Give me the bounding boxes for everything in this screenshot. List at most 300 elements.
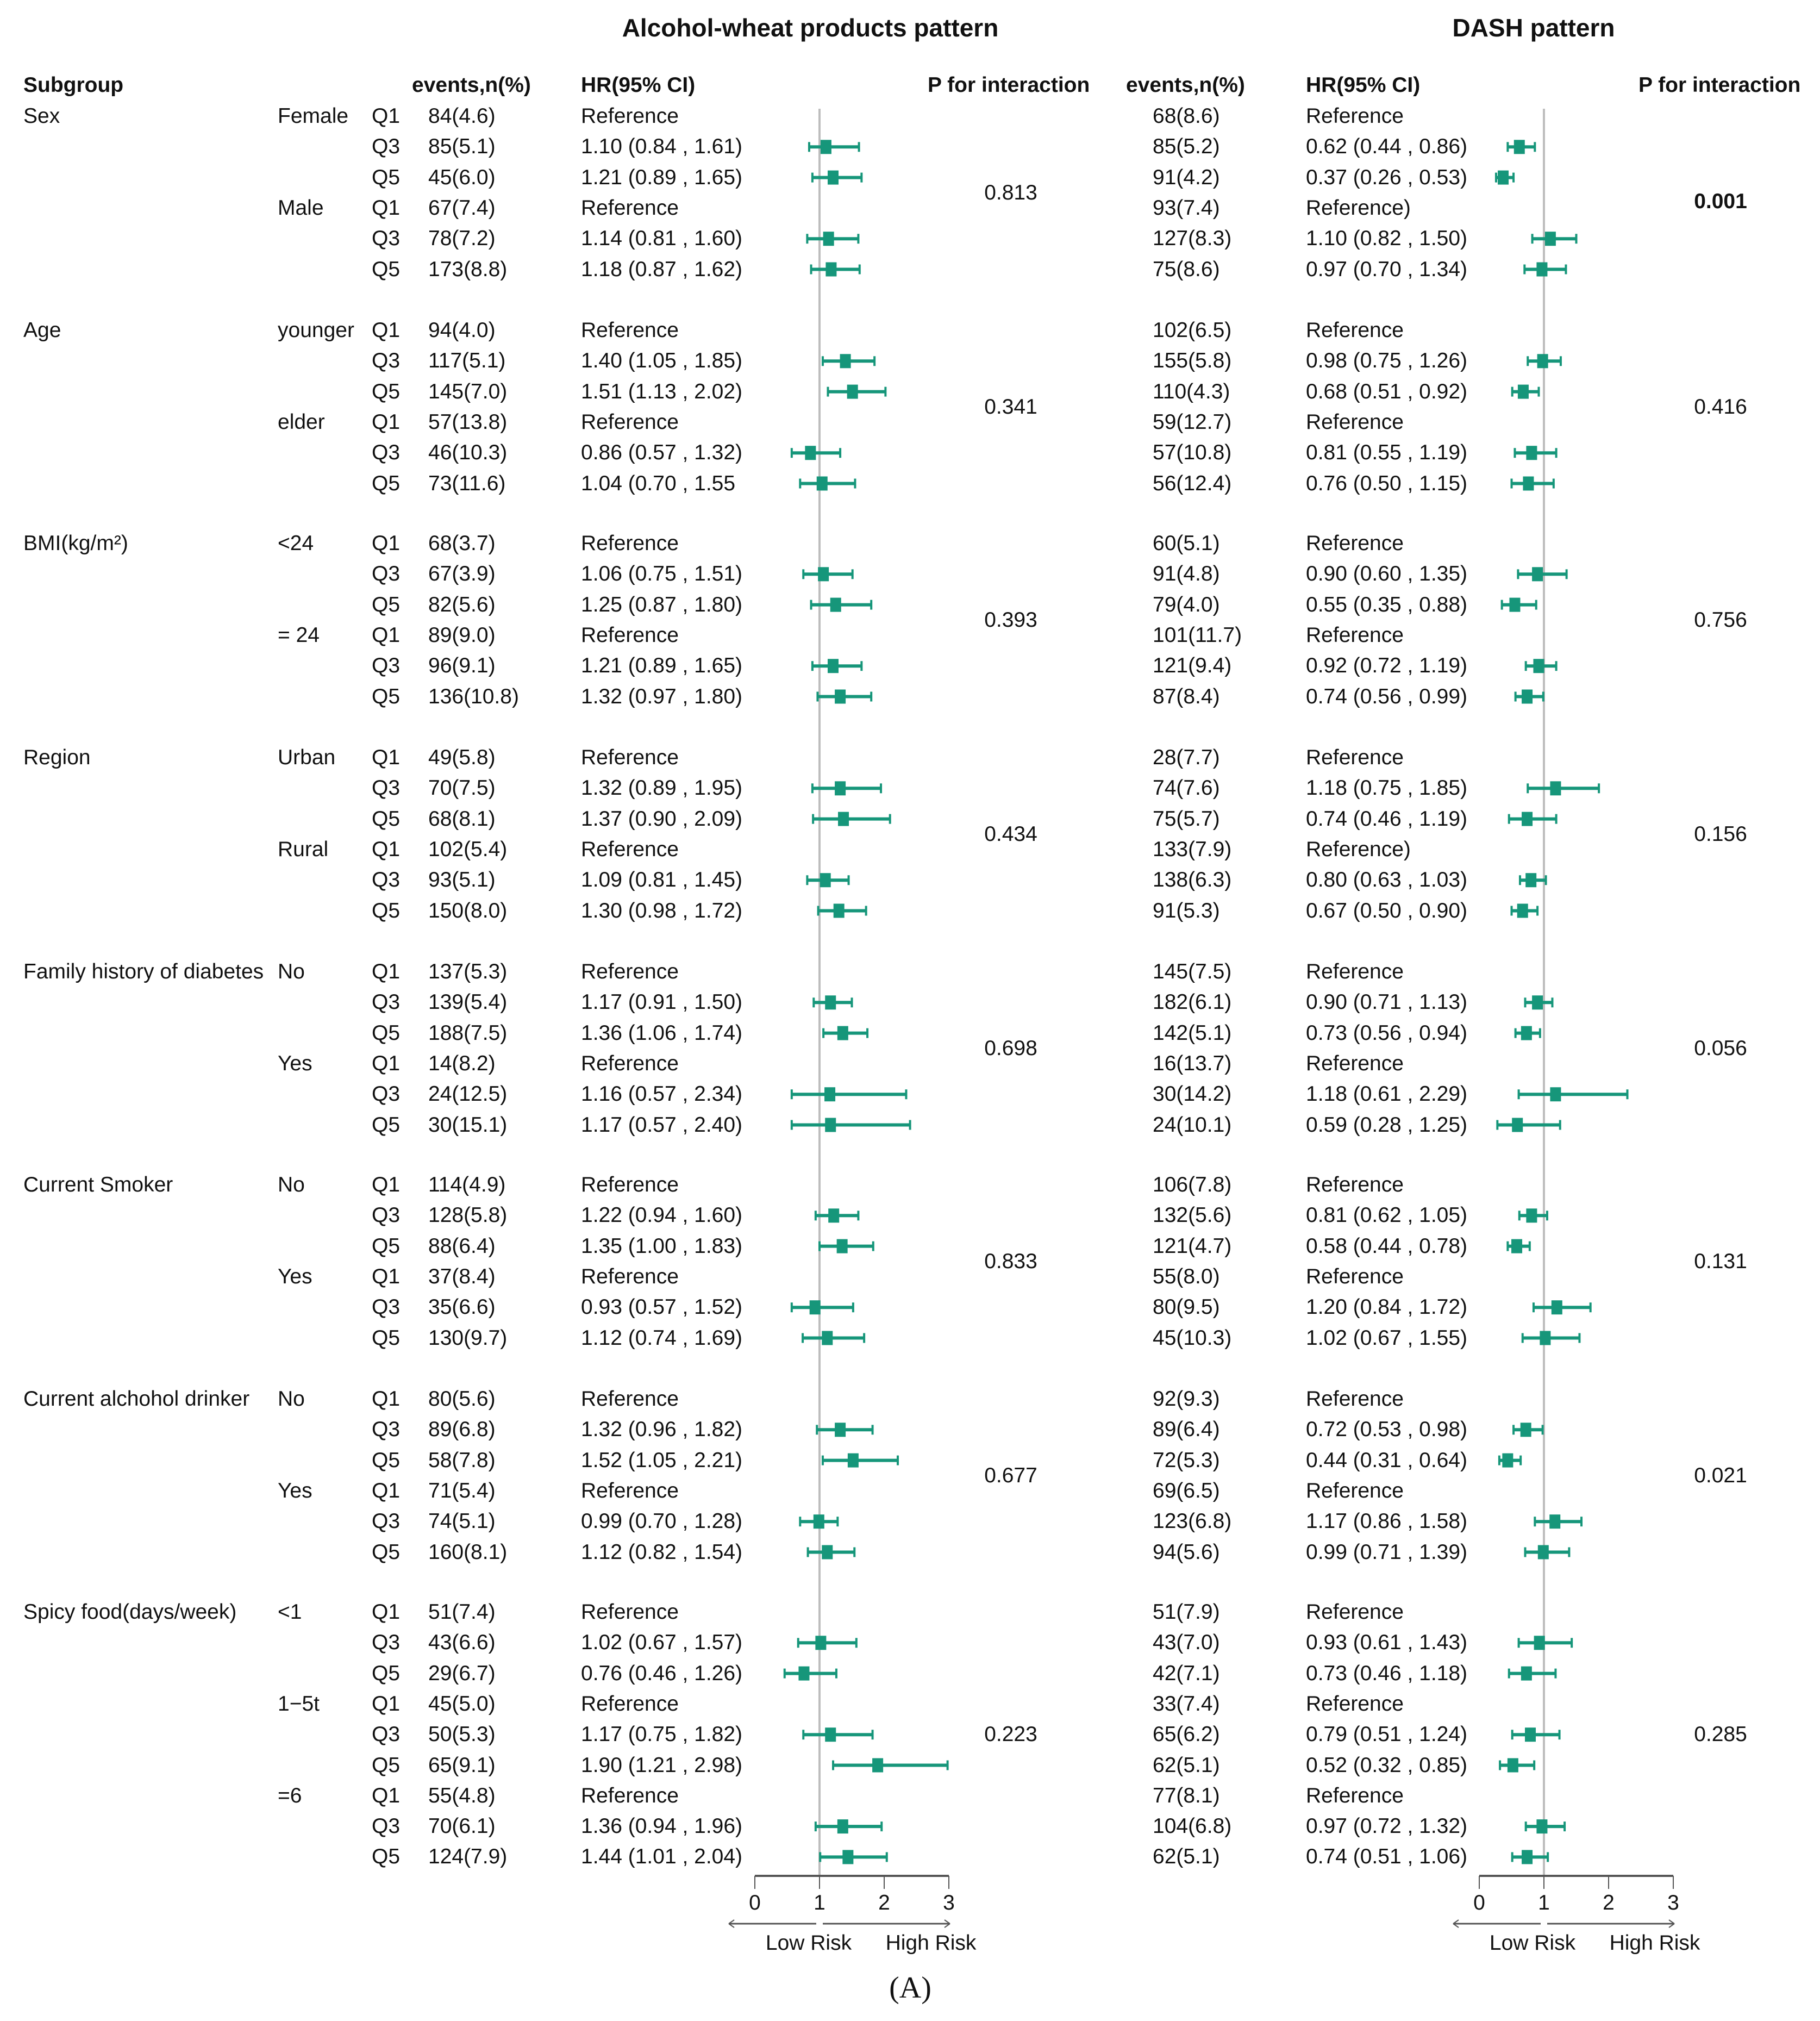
events-dash: 93(7.4) — [1153, 196, 1220, 220]
events-alcohol: 137(5.3) — [428, 960, 508, 983]
quintile-label: Q1 — [372, 196, 401, 220]
hr-point-marker — [835, 1423, 846, 1437]
hr-ci-dash: 0.68 (0.51 , 0.92) — [1306, 379, 1468, 403]
hr-ci-dash: Reference — [1306, 746, 1404, 769]
quintile-label: Q5 — [372, 165, 401, 189]
quintile-label: Q1 — [372, 1387, 401, 1411]
hr-point-marker — [821, 140, 831, 154]
events-alcohol: 73(11.6) — [428, 471, 506, 495]
subgroup-level-label: Urban — [278, 746, 336, 769]
events-dash: 30(14.2) — [1153, 1082, 1232, 1106]
hr-ci-dash: 1.18 (0.75 , 1.85) — [1306, 776, 1468, 800]
events-dash: 33(7.4) — [1153, 1692, 1220, 1716]
hr-ci-dash: 0.90 (0.60 , 1.35) — [1306, 562, 1468, 586]
events-dash: 65(6.2) — [1153, 1723, 1220, 1746]
hr-ci-alcohol: 1.32 (0.97 , 1.80) — [581, 684, 743, 708]
hr-point-marker — [1536, 263, 1547, 277]
quintile-label: Q3 — [372, 1631, 401, 1655]
p-interaction-dash: 0.285 — [1694, 1723, 1747, 1746]
hr-ci-dash: 0.92 (0.72 , 1.19) — [1306, 654, 1468, 678]
events-dash: 182(6.1) — [1153, 990, 1232, 1014]
p-interaction-alcohol: 0.677 — [984, 1463, 1037, 1487]
events-dash: 43(7.0) — [1153, 1631, 1220, 1655]
events-dash: 133(7.9) — [1153, 837, 1232, 861]
hr-ci-alcohol: 1.52 (1.05 , 2.21) — [581, 1448, 743, 1472]
hr-point-marker — [1526, 446, 1537, 460]
hr-point-marker — [1526, 1208, 1537, 1222]
axis-tick-label: 1 — [814, 1891, 825, 1914]
events-dash: 75(8.6) — [1153, 257, 1220, 281]
events-dash: 57(10.8) — [1153, 441, 1232, 465]
hr-ci-alcohol: 1.02 (0.67 , 1.57) — [581, 1631, 743, 1655]
axis-high-risk-label-alcohol: High Risk — [885, 1931, 977, 1955]
hr-point-marker — [835, 781, 846, 795]
events-dash: 24(10.1) — [1153, 1113, 1232, 1137]
subgroup-level-label: No — [278, 960, 305, 983]
hr-ci-alcohol: 1.04 (0.70 , 1.55 — [581, 471, 736, 495]
hr-point-marker — [1508, 1758, 1518, 1773]
quintile-label: Q3 — [372, 990, 401, 1014]
quintile-label: Q3 — [372, 868, 401, 892]
events-alcohol: 57(13.8) — [428, 410, 508, 434]
subgroup-level-label: <1 — [278, 1600, 302, 1624]
header-hr-dash: HR(95% CI) — [1306, 73, 1421, 97]
events-dash: 94(5.6) — [1153, 1540, 1220, 1564]
events-alcohol: 45(5.0) — [428, 1692, 496, 1716]
events-dash: 102(6.5) — [1153, 319, 1232, 342]
events-dash: 91(4.2) — [1153, 165, 1220, 189]
subgroup-level-label: No — [278, 1173, 305, 1196]
hr-point-marker — [847, 385, 858, 399]
axis-tick-label: 3 — [943, 1891, 955, 1914]
quintile-label: Q3 — [372, 441, 401, 465]
p-interaction-dash: 0.156 — [1694, 822, 1747, 846]
hr-point-marker — [825, 263, 836, 277]
subgroup-level-label: = 24 — [278, 623, 320, 647]
subgroup-level-label: Rural — [278, 837, 329, 861]
subgroup-level-label: Yes — [278, 1264, 312, 1288]
p-interaction-dash: 0.001 — [1694, 189, 1747, 213]
axis-tick-label: 1 — [1538, 1891, 1550, 1914]
events-dash: 74(7.6) — [1153, 776, 1220, 800]
hr-point-marker — [824, 1087, 835, 1101]
hr-ci-dash: Reference — [1306, 1264, 1404, 1288]
hr-ci-dash: 0.67 (0.50 , 0.90) — [1306, 899, 1468, 922]
events-alcohol: 173(8.8) — [428, 257, 508, 281]
events-alcohol: 102(5.4) — [428, 837, 508, 861]
p-interaction-alcohol: 0.434 — [984, 822, 1037, 846]
hr-ci-dash: 0.44 (0.31 , 0.64) — [1306, 1448, 1468, 1472]
hr-ci-alcohol: Reference — [581, 1692, 679, 1716]
hr-ci-dash: 1.02 (0.67 , 1.55) — [1306, 1326, 1468, 1350]
quintile-label: Q1 — [372, 837, 401, 861]
events-dash: 59(12.7) — [1153, 410, 1232, 434]
quintile-label: Q3 — [372, 135, 401, 159]
hr-ci-dash: Reference — [1306, 532, 1404, 555]
hr-ci-alcohol: 0.99 (0.70 , 1.28) — [581, 1509, 743, 1533]
hr-ci-alcohol: 1.30 (0.98 , 1.72) — [581, 899, 743, 922]
events-alcohol: 128(5.8) — [428, 1203, 508, 1227]
hr-ci-alcohol: 1.51 (1.13 , 2.02) — [581, 379, 743, 403]
header-events-alcohol: events,n(%) — [412, 73, 531, 97]
events-alcohol: 43(6.6) — [428, 1631, 496, 1655]
hr-point-marker — [848, 1454, 859, 1468]
axis-high-risk-label-dash: High Risk — [1609, 1931, 1700, 1955]
events-dash: 104(6.8) — [1153, 1814, 1232, 1838]
events-alcohol: 35(6.6) — [428, 1295, 496, 1319]
events-dash: 121(9.4) — [1153, 654, 1232, 678]
events-alcohol: 50(5.3) — [428, 1723, 496, 1746]
hr-ci-dash: 0.74 (0.56 , 0.99) — [1306, 684, 1468, 708]
hr-point-marker — [1512, 1118, 1523, 1132]
events-dash: 85(5.2) — [1153, 135, 1220, 159]
hr-ci-dash: 1.10 (0.82 , 1.50) — [1306, 227, 1468, 251]
hr-point-marker — [1525, 873, 1536, 887]
hr-point-marker — [1518, 385, 1529, 399]
hr-point-marker — [810, 1300, 821, 1314]
events-alcohol: 114(4.9) — [428, 1173, 506, 1196]
events-alcohol: 150(8.0) — [428, 899, 508, 922]
hr-ci-alcohol: 1.36 (1.06 , 1.74) — [581, 1021, 743, 1045]
hr-ci-dash: Reference — [1306, 623, 1404, 647]
hr-point-marker — [837, 1026, 848, 1040]
quintile-label: Q5 — [372, 471, 401, 495]
events-dash: 92(9.3) — [1153, 1387, 1220, 1411]
events-alcohol: 29(6.7) — [428, 1661, 496, 1685]
events-alcohol: 67(7.4) — [428, 196, 496, 220]
events-alcohol: 65(9.1) — [428, 1753, 496, 1777]
quintile-label: Q5 — [372, 592, 401, 616]
events-dash: 28(7.7) — [1153, 746, 1220, 769]
hr-ci-alcohol: 1.09 (0.81 , 1.45) — [581, 868, 743, 892]
quintile-label: Q3 — [372, 1723, 401, 1746]
hr-point-marker — [834, 904, 845, 918]
hr-point-marker — [1552, 1300, 1562, 1314]
subgroup-level-label: Male — [278, 196, 324, 220]
events-alcohol: 70(6.1) — [428, 1814, 496, 1838]
events-dash: 127(8.3) — [1153, 227, 1232, 251]
events-dash: 62(5.1) — [1153, 1845, 1220, 1869]
hr-ci-dash: 0.74 (0.46 , 1.19) — [1306, 807, 1468, 831]
hr-ci-alcohol: Reference — [581, 532, 679, 555]
hr-ci-alcohol: 1.12 (0.82 , 1.54) — [581, 1540, 743, 1564]
events-dash: 77(8.1) — [1153, 1783, 1220, 1807]
events-dash: 123(6.8) — [1153, 1509, 1232, 1533]
quintile-label: Q1 — [372, 1051, 401, 1075]
hr-point-marker — [828, 659, 839, 673]
axis-tick-label: 0 — [749, 1891, 761, 1914]
hr-ci-dash: 0.81 (0.55 , 1.19) — [1306, 441, 1468, 465]
quintile-label: Q1 — [372, 623, 401, 647]
hr-point-marker — [825, 995, 836, 1009]
hr-ci-dash: 0.99 (0.71 , 1.39) — [1306, 1540, 1468, 1564]
quintile-label: Q5 — [372, 1234, 401, 1258]
hr-ci-dash: 1.20 (0.84 , 1.72) — [1306, 1295, 1468, 1319]
axis-tick-label: 0 — [1473, 1891, 1485, 1914]
quintile-label: Q5 — [372, 1540, 401, 1564]
hr-ci-dash: 0.74 (0.51 , 1.06) — [1306, 1845, 1468, 1869]
hr-ci-dash: Reference — [1306, 1051, 1404, 1075]
hr-ci-dash: 0.79 (0.51 , 1.24) — [1306, 1723, 1468, 1746]
hr-ci-dash: 0.52 (0.32 , 0.85) — [1306, 1753, 1468, 1777]
hr-ci-alcohol: 1.17 (0.57 , 2.40) — [581, 1113, 743, 1137]
hr-point-marker — [1498, 171, 1509, 185]
subgroup-label: BMI(kg/m²) — [23, 532, 128, 555]
events-dash: 45(10.3) — [1153, 1326, 1232, 1350]
hr-point-marker — [1509, 598, 1520, 612]
quintile-label: Q3 — [372, 562, 401, 586]
hr-point-marker — [822, 1331, 833, 1345]
hr-point-marker — [837, 1239, 848, 1253]
hr-ci-alcohol: 1.25 (0.87 , 1.80) — [581, 592, 743, 616]
hr-ci-dash: Reference — [1306, 1173, 1404, 1196]
events-alcohol: 51(7.4) — [428, 1600, 496, 1624]
subgroup-label: Family history of diabetes — [23, 960, 264, 983]
hr-point-marker — [1540, 1331, 1550, 1345]
hr-point-marker — [1550, 781, 1561, 795]
hr-ci-dash: 1.17 (0.86 , 1.58) — [1306, 1509, 1468, 1533]
subgroup-label: Current alchohol drinker — [23, 1387, 250, 1411]
quintile-label: Q3 — [372, 654, 401, 678]
quintile-label: Q5 — [372, 1845, 401, 1869]
hr-point-marker — [814, 1514, 824, 1529]
hr-ci-alcohol: 1.18 (0.87 , 1.62) — [581, 257, 743, 281]
hr-point-marker — [1534, 1636, 1545, 1650]
events-alcohol: 71(5.4) — [428, 1479, 496, 1502]
hr-point-marker — [830, 598, 841, 612]
events-alcohol: 30(15.1) — [428, 1113, 508, 1137]
header-p-alcohol: P for interaction — [928, 73, 1090, 97]
hr-point-marker — [825, 1727, 836, 1742]
header-p-dash: P for interaction — [1638, 73, 1801, 97]
hr-point-marker — [1550, 1087, 1561, 1101]
hr-ci-dash: 0.81 (0.62 , 1.05) — [1306, 1203, 1468, 1227]
hr-ci-dash: 0.98 (0.75 , 1.26) — [1306, 349, 1468, 373]
hr-ci-alcohol: Reference — [581, 1387, 679, 1411]
header-events-dash: events,n(%) — [1126, 73, 1245, 97]
hr-point-marker — [820, 873, 831, 887]
hr-ci-alcohol: Reference — [581, 623, 679, 647]
hr-point-marker — [798, 1667, 809, 1681]
hr-ci-alcohol: 1.22 (0.94 , 1.60) — [581, 1203, 743, 1227]
hr-point-marker — [837, 1819, 848, 1833]
quintile-label: Q1 — [372, 410, 401, 434]
hr-ci-alcohol: Reference — [581, 104, 679, 128]
hr-ci-alcohol: 1.36 (0.94 , 1.96) — [581, 1814, 743, 1838]
axis-tick-label: 2 — [1603, 1891, 1615, 1914]
hr-ci-alcohol: 1.21 (0.89 , 1.65) — [581, 654, 743, 678]
quintile-label: Q3 — [372, 1418, 401, 1442]
hr-point-marker — [823, 232, 834, 246]
hr-ci-alcohol: Reference — [581, 196, 679, 220]
hr-ci-dash: Reference — [1306, 960, 1404, 983]
events-dash: 132(5.6) — [1153, 1203, 1232, 1227]
hr-point-marker — [1532, 567, 1543, 581]
events-dash: 62(5.1) — [1153, 1753, 1220, 1777]
events-dash: 56(12.4) — [1153, 471, 1232, 495]
events-alcohol: 82(5.6) — [428, 592, 496, 616]
events-alcohol: 70(7.5) — [428, 776, 496, 800]
quintile-label: Q5 — [372, 1448, 401, 1472]
quintile-label: Q3 — [372, 1203, 401, 1227]
subgroup-label: Sex — [23, 104, 60, 128]
quintile-label: Q5 — [372, 899, 401, 922]
events-dash: 110(4.3) — [1153, 379, 1230, 403]
hr-ci-dash: 0.97 (0.72 , 1.32) — [1306, 1814, 1468, 1838]
hr-ci-dash: Reference — [1306, 319, 1404, 342]
hr-ci-alcohol: 1.10 (0.84 , 1.61) — [581, 135, 743, 159]
events-alcohol: 145(7.0) — [428, 379, 508, 403]
hr-point-marker — [815, 1636, 826, 1650]
p-interaction-alcohol: 0.813 — [984, 180, 1037, 204]
hr-point-marker — [1525, 1727, 1536, 1742]
quintile-label: Q5 — [372, 1326, 401, 1350]
hr-ci-dash: 0.73 (0.56 , 0.94) — [1306, 1021, 1468, 1045]
events-dash: 138(6.3) — [1153, 868, 1232, 892]
hr-ci-dash: 0.76 (0.50 , 1.15) — [1306, 471, 1468, 495]
hr-point-marker — [1521, 1026, 1532, 1040]
hr-ci-alcohol: 1.90 (1.21 , 2.98) — [581, 1753, 743, 1777]
hr-ci-alcohol: 1.16 (0.57 , 2.34) — [581, 1082, 743, 1106]
events-alcohol: 68(3.7) — [428, 532, 496, 555]
events-dash: 145(7.5) — [1153, 960, 1232, 983]
hr-ci-alcohol: 1.37 (0.90 , 2.09) — [581, 807, 743, 831]
hr-ci-alcohol: Reference — [581, 1264, 679, 1288]
events-dash: 91(5.3) — [1153, 899, 1220, 922]
hr-point-marker — [1538, 1545, 1549, 1560]
subgroup-level-label: Yes — [278, 1479, 312, 1502]
hr-ci-dash: 0.62 (0.44 , 0.86) — [1306, 135, 1468, 159]
quintile-label: Q5 — [372, 1661, 401, 1685]
subgroup-level-label: No — [278, 1387, 305, 1411]
events-alcohol: 130(9.7) — [428, 1326, 508, 1350]
hr-point-marker — [840, 354, 851, 368]
p-interaction-dash: 0.416 — [1694, 395, 1747, 419]
hr-ci-dash: 0.80 (0.63 , 1.03) — [1306, 868, 1468, 892]
axis-low-risk-label-dash: Low Risk — [1489, 1931, 1576, 1955]
hr-ci-dash: Reference — [1306, 1600, 1404, 1624]
subgroup-label: Spicy food(days/week) — [23, 1600, 237, 1624]
hr-ci-alcohol: Reference — [581, 837, 679, 861]
quintile-label: Q1 — [372, 1173, 401, 1196]
hr-point-marker — [822, 1545, 833, 1560]
quintile-label: Q1 — [372, 1692, 401, 1716]
events-dash: 72(5.3) — [1153, 1448, 1220, 1472]
quintile-label: Q1 — [372, 319, 401, 342]
hr-ci-alcohol: Reference — [581, 1479, 679, 1502]
hr-ci-alcohol: 1.21 (0.89 , 1.65) — [581, 165, 743, 189]
events-dash: 51(7.9) — [1153, 1600, 1220, 1624]
quintile-label: Q5 — [372, 1021, 401, 1045]
subgroup-level-label: <24 — [278, 532, 314, 555]
quintile-label: Q5 — [372, 684, 401, 708]
hr-ci-alcohol: Reference — [581, 1600, 679, 1624]
subgroup-label: Age — [23, 319, 61, 342]
events-alcohol: 188(7.5) — [428, 1021, 508, 1045]
events-alcohol: 88(6.4) — [428, 1234, 496, 1258]
events-dash: 16(13.7) — [1153, 1051, 1232, 1075]
hr-point-marker — [1522, 690, 1533, 704]
p-interaction-dash: 0.131 — [1694, 1249, 1747, 1273]
hr-point-marker — [825, 1118, 836, 1132]
header-subgroup: Subgroup — [23, 73, 124, 97]
hr-ci-alcohol: 1.44 (1.01 , 2.04) — [581, 1845, 743, 1869]
hr-ci-dash: Reference — [1306, 1692, 1404, 1716]
events-alcohol: 67(3.9) — [428, 562, 496, 586]
p-interaction-dash: 0.756 — [1694, 608, 1747, 632]
events-dash: 79(4.0) — [1153, 592, 1220, 616]
events-dash: 155(5.8) — [1153, 349, 1232, 373]
quintile-label: Q5 — [372, 1113, 401, 1137]
events-dash: 91(4.8) — [1153, 562, 1220, 586]
events-alcohol: 94(4.0) — [428, 319, 496, 342]
events-dash: 80(9.5) — [1153, 1295, 1220, 1319]
quintile-label: Q5 — [372, 807, 401, 831]
hr-point-marker — [1511, 1239, 1522, 1253]
p-interaction-alcohol: 0.833 — [984, 1249, 1037, 1273]
hr-ci-dash: Reference — [1306, 104, 1404, 128]
hr-ci-dash: 0.72 (0.53 , 0.98) — [1306, 1418, 1468, 1442]
quintile-label: Q3 — [372, 776, 401, 800]
hr-point-marker — [1545, 232, 1556, 246]
hr-point-marker — [1549, 1514, 1560, 1529]
panel-title-dash: DASH pattern — [1452, 14, 1615, 42]
hr-ci-alcohol: 0.76 (0.46 , 1.26) — [581, 1661, 743, 1685]
events-alcohol: 139(5.4) — [428, 990, 508, 1014]
hr-point-marker — [817, 477, 828, 491]
p-interaction-alcohol: 0.223 — [984, 1723, 1037, 1746]
hr-ci-dash: Reference — [1306, 410, 1404, 434]
hr-ci-alcohol: 1.17 (0.75 , 1.82) — [581, 1723, 743, 1746]
hr-ci-dash: Reference — [1306, 1479, 1404, 1502]
p-interaction-dash: 0.021 — [1694, 1463, 1747, 1487]
hr-point-marker — [1521, 1667, 1532, 1681]
hr-point-marker — [1536, 1819, 1547, 1833]
events-dash: 68(8.6) — [1153, 104, 1220, 128]
hr-ci-alcohol: Reference — [581, 960, 679, 983]
events-alcohol: 80(5.6) — [428, 1387, 496, 1411]
hr-point-marker — [1514, 140, 1525, 154]
events-alcohol: 93(5.1) — [428, 868, 496, 892]
hr-ci-alcohol: Reference — [581, 410, 679, 434]
quintile-label: Q5 — [372, 257, 401, 281]
p-interaction-alcohol: 0.341 — [984, 395, 1037, 419]
quintile-label: Q3 — [372, 1082, 401, 1106]
quintile-label: Q3 — [372, 349, 401, 373]
hr-ci-alcohol: 1.12 (0.74 , 1.69) — [581, 1326, 743, 1350]
hr-point-marker — [805, 446, 816, 460]
events-dash: 89(6.4) — [1153, 1418, 1220, 1442]
hr-ci-dash: 0.59 (0.28 , 1.25) — [1306, 1113, 1468, 1137]
events-dash: 142(5.1) — [1153, 1021, 1232, 1045]
hr-ci-dash: Reference) — [1306, 837, 1411, 861]
subgroup-level-label: =6 — [278, 1783, 302, 1807]
hr-point-marker — [1522, 812, 1533, 826]
events-alcohol: 117(5.1) — [428, 349, 506, 373]
hr-ci-alcohol: Reference — [581, 1173, 679, 1196]
hr-ci-alcohol: 0.93 (0.57 , 1.52) — [581, 1295, 743, 1319]
quintile-label: Q1 — [372, 1783, 401, 1807]
events-alcohol: 58(7.8) — [428, 1448, 496, 1472]
hr-point-marker — [828, 1208, 839, 1222]
quintile-label: Q3 — [372, 1509, 401, 1533]
subgroup-level-label: younger — [278, 319, 354, 342]
hr-ci-alcohol: 1.06 (0.75 , 1.51) — [581, 562, 743, 586]
quintile-label: Q3 — [372, 1814, 401, 1838]
hr-ci-dash: Reference) — [1306, 196, 1411, 220]
hr-point-marker — [872, 1758, 883, 1773]
events-dash: 42(7.1) — [1153, 1661, 1220, 1685]
